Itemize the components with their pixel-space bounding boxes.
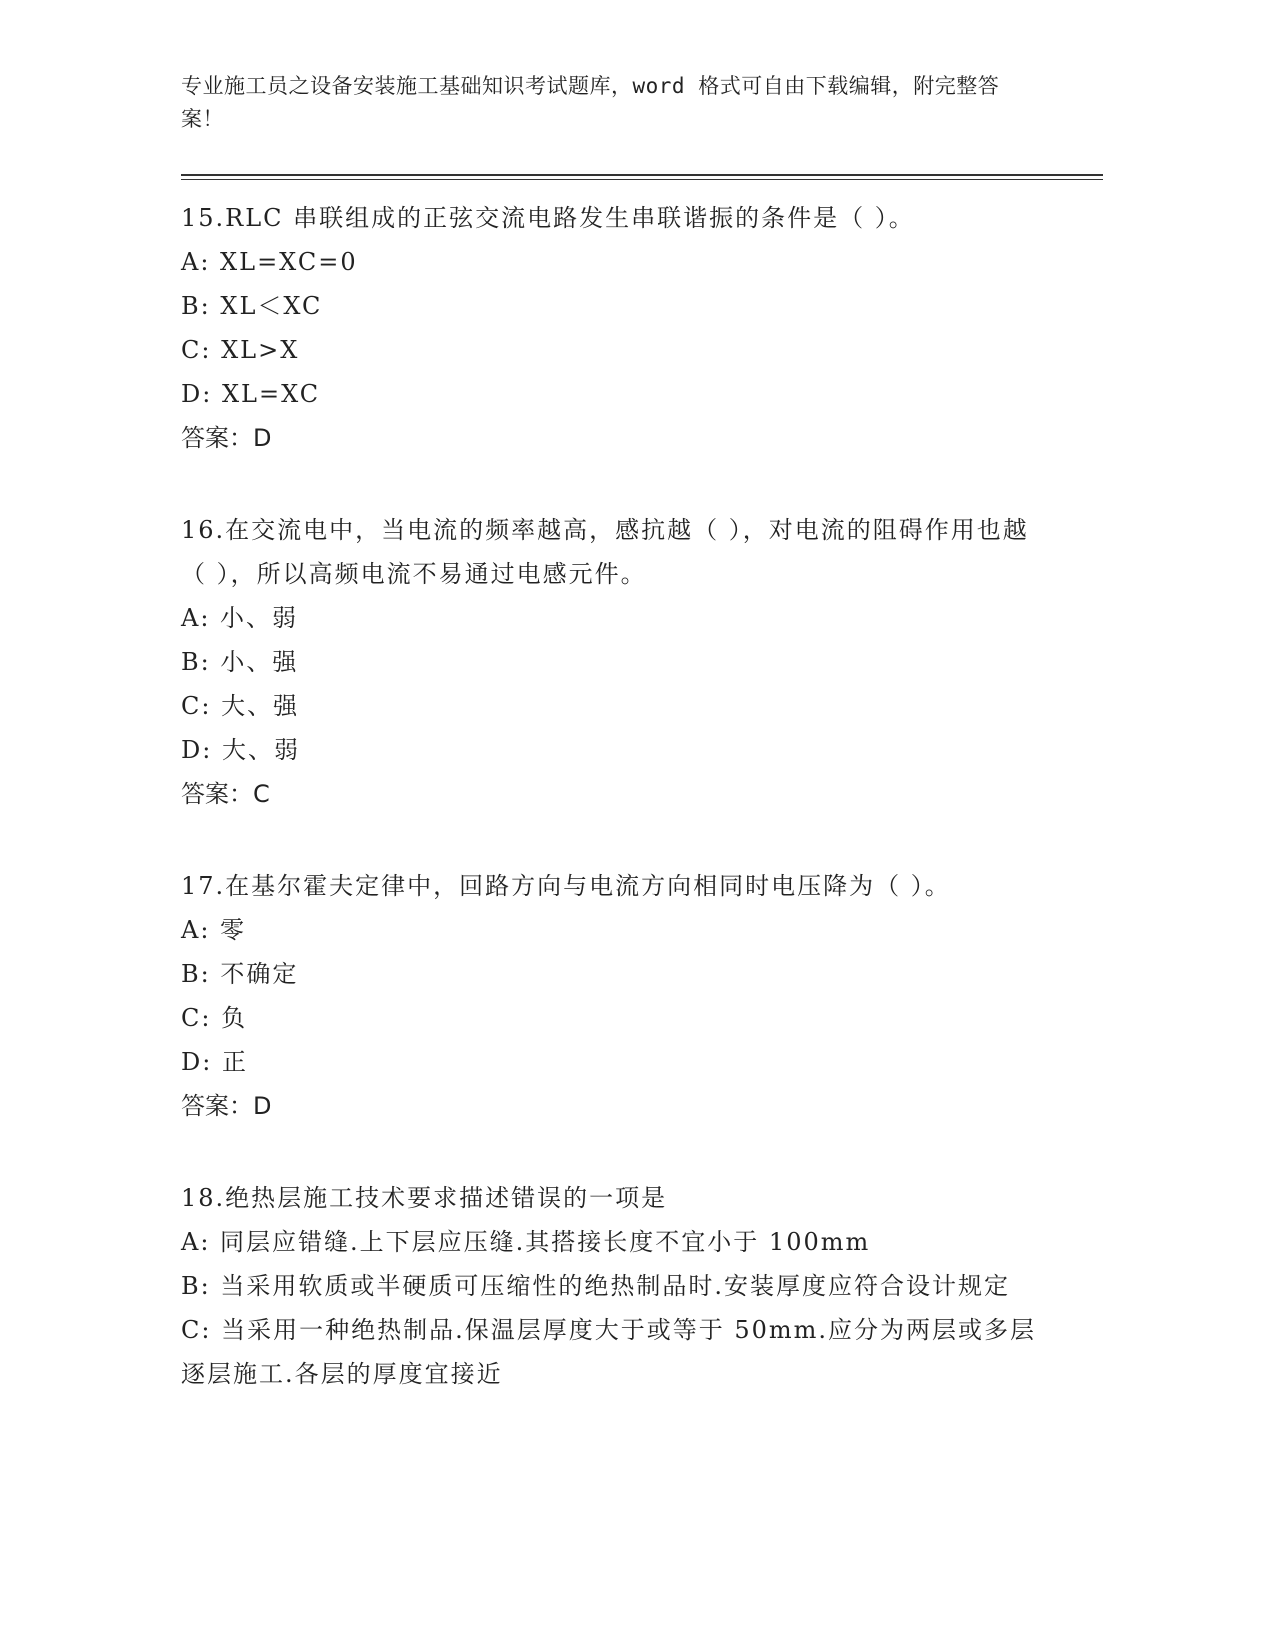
- option-c: C: 负: [181, 1004, 248, 1032]
- question-stem: 17.在基尔霍夫定律中，回路方向与电流方向相同时电压降为（ ）。: [181, 872, 951, 900]
- answer-label: 答案：D: [181, 424, 272, 452]
- option-d: D: 正: [181, 1048, 248, 1076]
- document-page: [181, 70, 1101, 1444]
- option-d: D: 大、弱: [181, 736, 300, 764]
- question-stem: 18.绝热层施工技术要求描述错误的一项是: [181, 1184, 668, 1212]
- option-c: C: XL>X: [181, 336, 300, 364]
- answer-label: 答案：D: [181, 1092, 272, 1120]
- option-a: A: XL=XC=0: [181, 248, 358, 276]
- question-stem: 16.在交流电中，当电流的频率越高，感抗越（ ），对电流的阻碍作用也越（ ），所以高频电流不易通过电感元件。: [181, 516, 1029, 588]
- option-c: C: 大、强: [181, 692, 300, 720]
- option-c: C: 当采用一种绝热制品.保温层厚度大于或等于 50mm.应分为两层或多层逐层施工.各层的厚度宜接近: [181, 1316, 1037, 1388]
- option-b: B: 不确定: [181, 960, 299, 988]
- option-a: A: 同层应错缝.上下层应压缝.其搭接长度不宜小于 100mm: [181, 1228, 871, 1256]
- option-d: D: XL=XC: [181, 380, 321, 408]
- question-list: [181, 196, 1101, 1396]
- question-16: [181, 508, 1101, 816]
- question-17: [181, 864, 1101, 1128]
- option-b: B: 当采用软质或半硬质可压缩性的绝热制品时.安装厚度应符合设计规定: [181, 1272, 1010, 1300]
- question-15: [181, 196, 1101, 460]
- answer-label: 答案：C: [181, 780, 270, 808]
- document-header: 专业施工员之设备安装施工基础知识考试题库，word 格式可自由下载编辑，附完整答案！: [181, 74, 1000, 131]
- header-divider: [181, 174, 1103, 180]
- option-a: A: 零: [181, 916, 247, 944]
- option-a: A: 小、弱: [181, 604, 299, 632]
- option-b: B: XL＜XC: [181, 292, 323, 320]
- question-stem: 15.RLC 串联组成的正弦交流电路发生串联谐振的条件是（ ）。: [181, 204, 915, 232]
- question-18: [181, 1176, 1101, 1396]
- option-b: B: 小、强: [181, 648, 299, 676]
